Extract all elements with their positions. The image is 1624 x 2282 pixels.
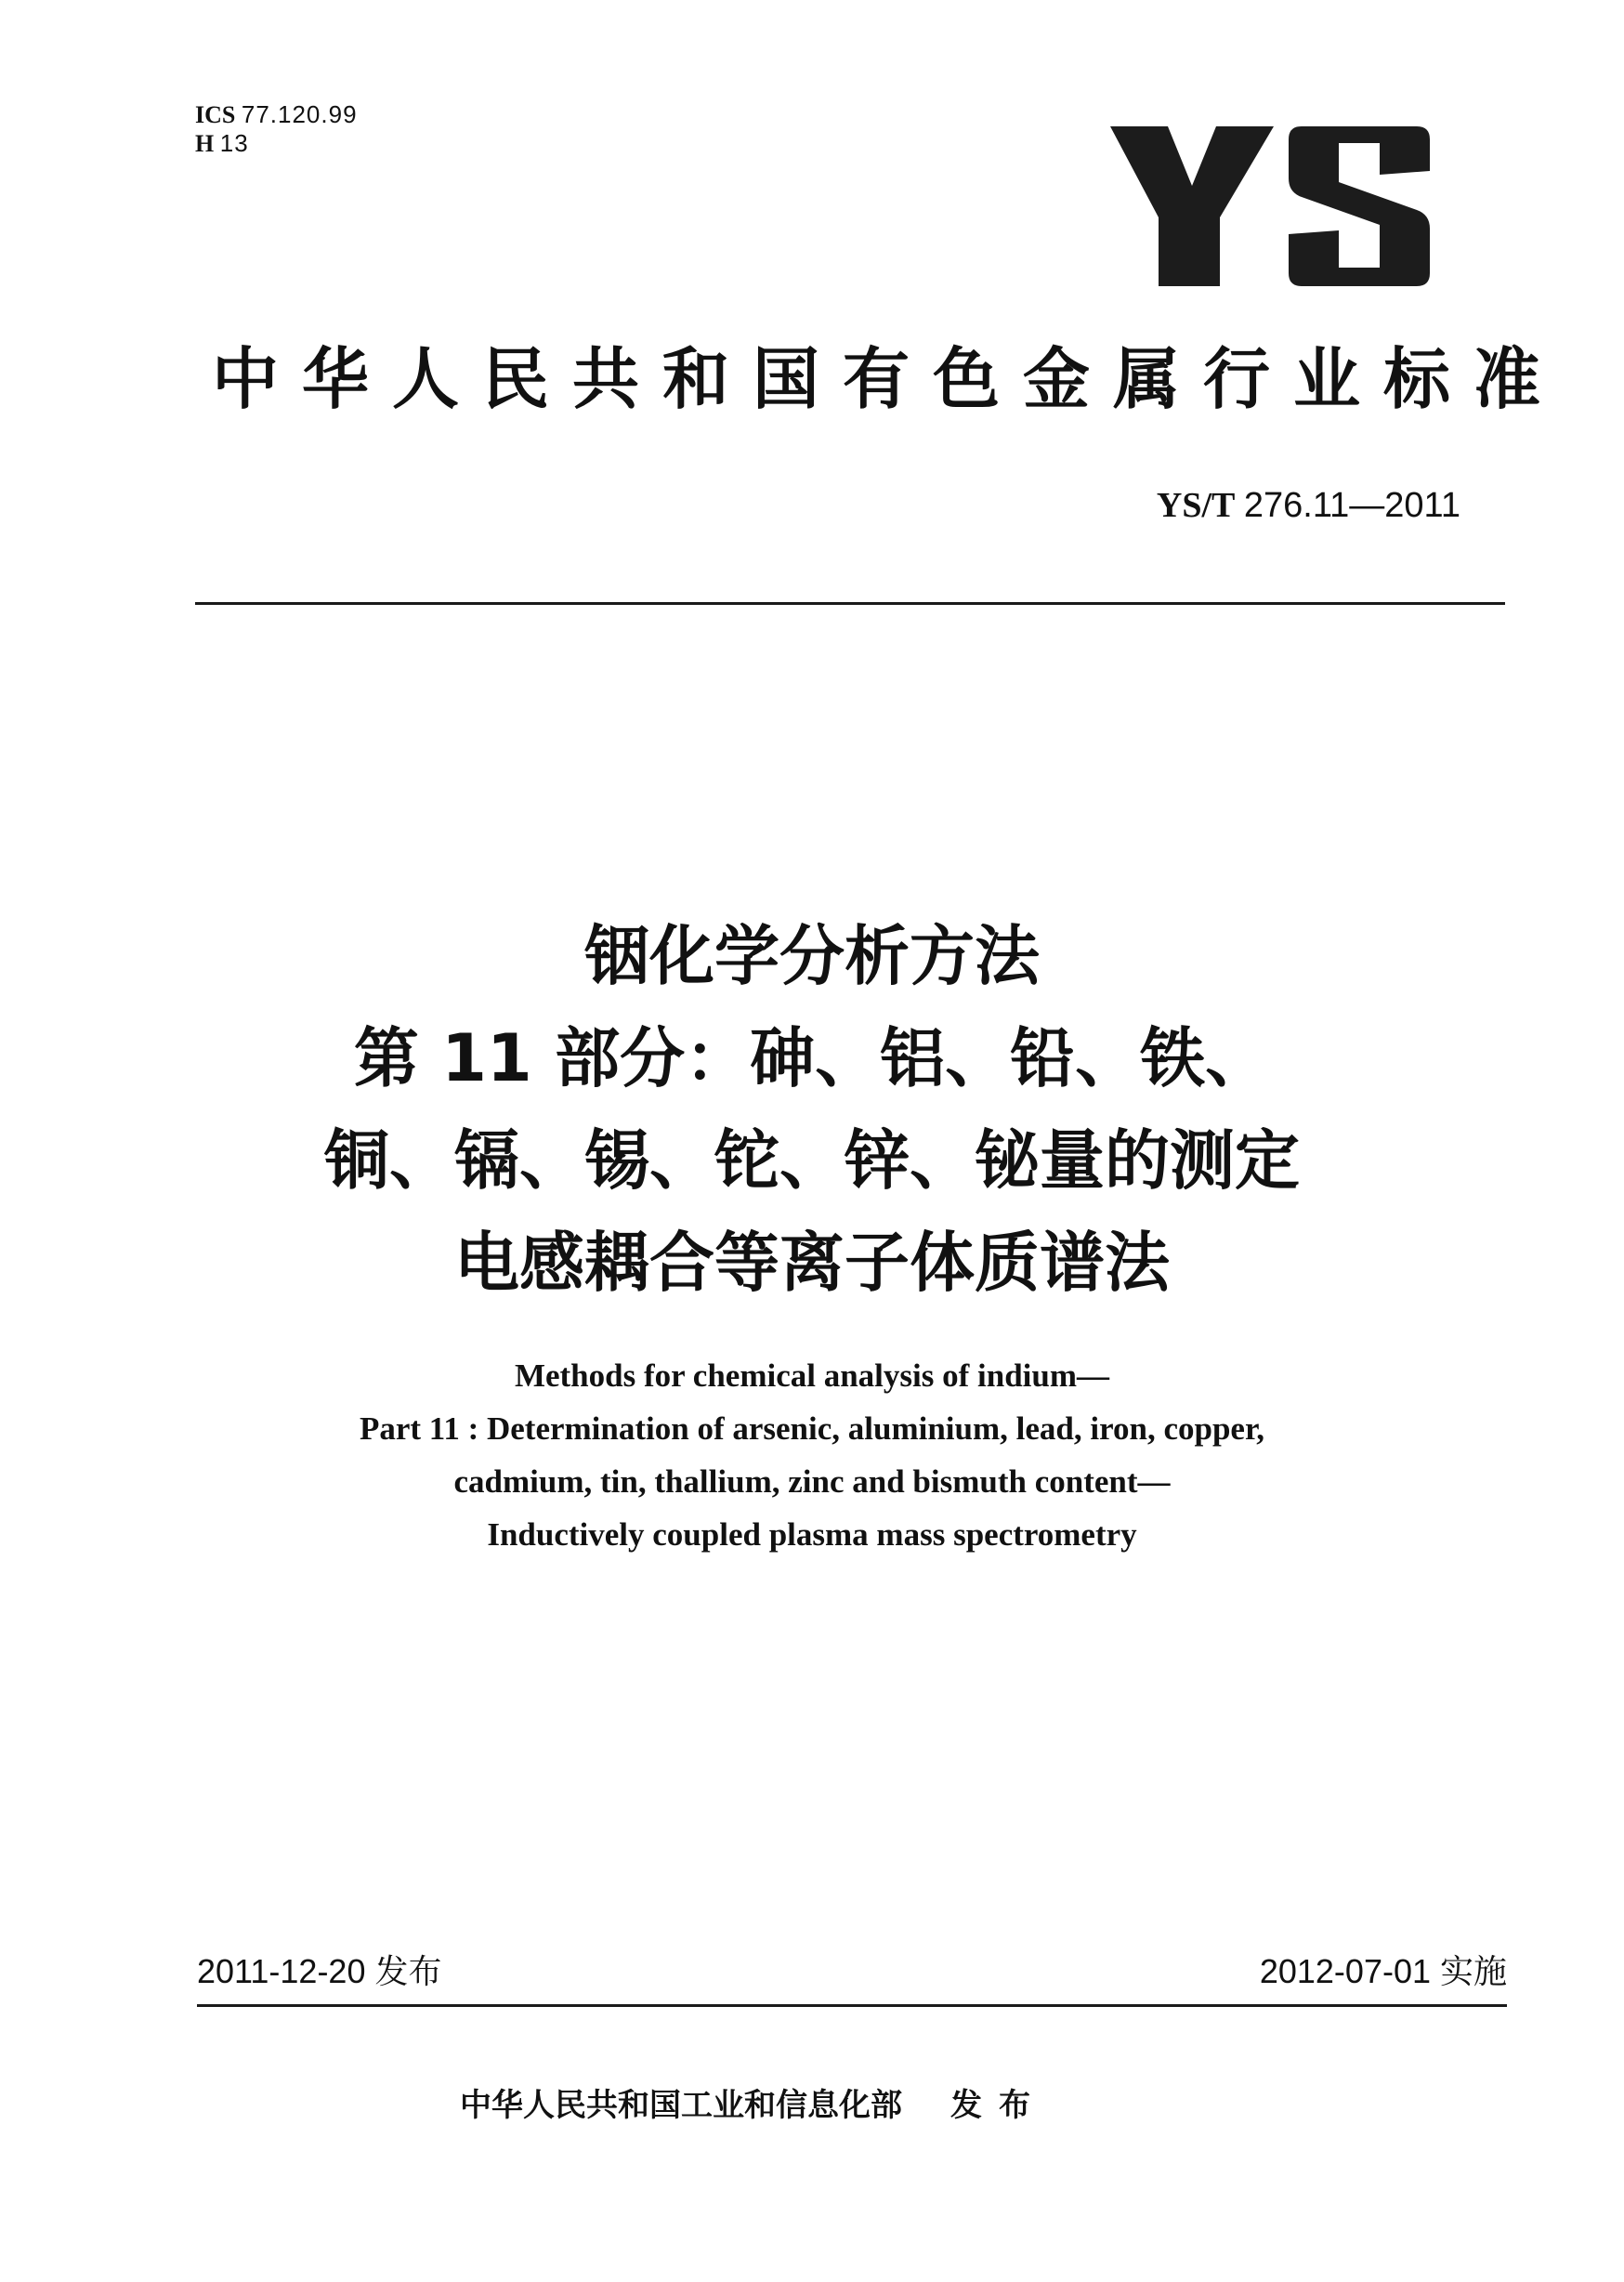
- english-title: [0, 1349, 1624, 1561]
- issue-date: 2011-12-20 发布: [197, 1952, 442, 1990]
- standard-prefix: YS/T: [1156, 486, 1236, 525]
- ccs-label: H: [195, 130, 215, 157]
- chinese-title-line: 铜、镉、锡、铊、锌、铋量的测定: [324, 1122, 1300, 1199]
- chinese-title: [0, 905, 1624, 1314]
- english-title-line: cadmium, tin, thallium, zinc and bismuth content—: [453, 1463, 1171, 1500]
- publish-verb: 发布: [950, 2087, 1047, 2124]
- ys-logo-graphic: [1110, 119, 1435, 290]
- publisher: [460, 2085, 1047, 2126]
- chinese-title-line: 第 11 部分：砷、铝、铅、铁、: [353, 1020, 1271, 1096]
- ys-logo-icon: [1110, 119, 1435, 290]
- publisher-name: 中华人民共和国工业和信息化部: [460, 2087, 902, 2124]
- classification-codes: [195, 100, 358, 158]
- footer-divider: [197, 2004, 1507, 2007]
- english-title-line: Inductively coupled plasma mass spectrometry: [487, 1516, 1137, 1553]
- chinese-title-line: 铟化学分析方法: [584, 918, 1040, 994]
- ics-label: ICS: [195, 101, 236, 128]
- header-divider: [195, 602, 1505, 605]
- ccs-value: 13: [219, 129, 249, 157]
- english-title-line: Part 11 : Determination of arsenic, aluminium, lead, iron, copper,: [359, 1410, 1265, 1447]
- ics-code: [195, 100, 358, 129]
- standard-code: 276.11—2011: [1243, 486, 1460, 525]
- english-title-line: Methods for chemical analysis of indium—: [514, 1357, 1110, 1394]
- standard-category-title: 中华人民共和国有色金属行业标准: [212, 340, 1565, 418]
- ccs-code: [195, 129, 358, 158]
- effective-date: 2012-07-01 实施: [1259, 1952, 1507, 1990]
- ics-value: 77.120.99: [241, 100, 358, 128]
- standard-number: [1157, 485, 1460, 526]
- chinese-title-line: 电感耦合等离子体质谱法: [454, 1225, 1170, 1301]
